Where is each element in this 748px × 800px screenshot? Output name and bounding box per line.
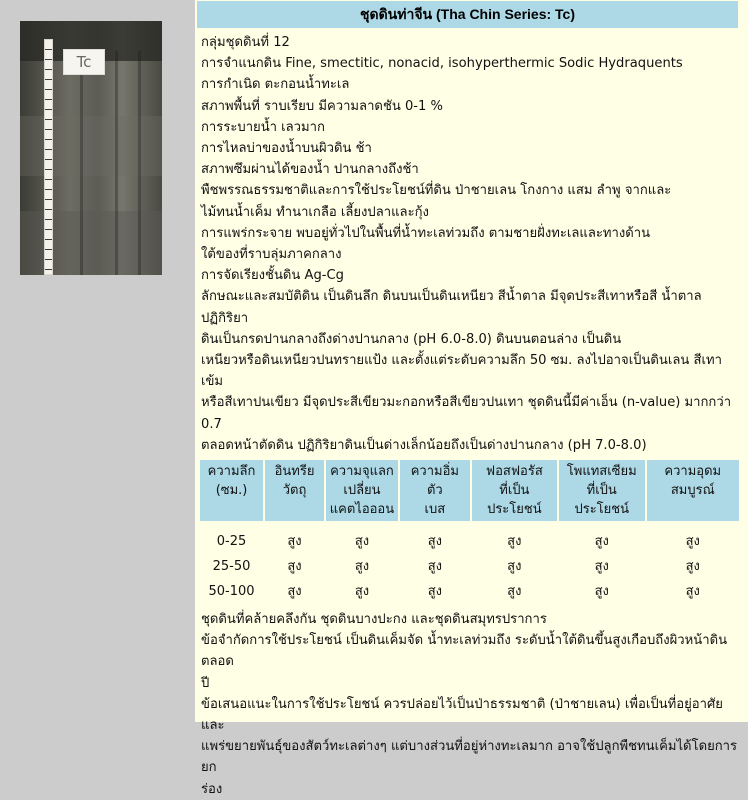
- drainage: การระบายน้ำ เลวมาก: [201, 119, 325, 135]
- cell-base-saturation: สูง: [427, 584, 442, 600]
- use-limitation-cont: ปี: [201, 675, 210, 691]
- recommendation: ข้อเสนอแนะในการใช้ประโยชน์ ควรปล่อยไว้เป็นป่าธรรมชาติ (ป่าชายเลน) เพื่อเป็นที่อยู่อาศัยและ: [201, 696, 723, 734]
- cell-base-saturation: สูง: [427, 534, 442, 550]
- cell-depth: 0-25: [216, 534, 247, 550]
- table-row: [200, 530, 739, 553]
- cell-potassium: สูง: [594, 559, 609, 575]
- soil-description: [201, 32, 741, 800]
- soil-profile-photo: [20, 21, 162, 275]
- soil-properties-5: ตลอดหน้าตัดดิน ปฏิกิริยาดินเป็นด่างเล็กน้อยถึงเป็นด่างปานกลาง (pH 7.0-8.0): [201, 437, 647, 453]
- soil-properties-3: เหนียวหรือดินเหนียวปนทรายแป้ง และตั้งแต่ระดับความลึก 50 ซม. ลงไปอาจเป็นดินเลน สีเทาเข้ม: [201, 353, 722, 390]
- cell-fertility: สูง: [685, 534, 700, 550]
- cell-organic-matter: สูง: [287, 534, 302, 550]
- cell-base-saturation: สูง: [427, 559, 442, 575]
- cell-cec: สูง: [354, 584, 370, 600]
- permeability: สภาพซึมผ่านได้ของน้ำ ปานกลางถึงช้า: [201, 162, 419, 178]
- page-title: ชุดดินท่าจีน (Tha Chin Series: Tc): [197, 1, 738, 28]
- surface-runoff: การไหลบ่าของน้ำบนผิวดิน ช้า: [201, 141, 372, 157]
- cell-organic-matter: สูง: [287, 584, 302, 600]
- table-row: [200, 555, 739, 578]
- parent-material: การกำเนิด ตะกอนน้ำทะเล: [201, 77, 350, 93]
- table-header-row: [200, 460, 739, 521]
- cell-cec: สูง: [354, 534, 370, 550]
- distribution-cont: ใต้ของที่ราบลุ่มภาคกลาง: [201, 247, 342, 263]
- cell-organic-matter: สูง: [287, 559, 302, 575]
- cell-phosphorus: สูง: [507, 559, 522, 575]
- header-potassium: โพแทสเซียม ที่เป็นประโยชน์: [559, 460, 645, 521]
- recommendation-end: ร่อง: [201, 781, 223, 797]
- header-organic-matter: อินทรีย วัตถุ: [265, 460, 324, 521]
- cell-depth: 25-50: [212, 559, 251, 575]
- header-base-saturation: ความอิ่มตัว เบส: [400, 460, 470, 521]
- soil-properties-2: ดินเป็นกรดปานกลางถึงด่างปานกลาง (pH 6.0-8.0) ดินบนตอนล่าง เป็นดิน: [201, 331, 622, 347]
- cell-cec: สูง: [354, 559, 370, 575]
- horizon-sequence: การจัดเรียงชั้นดิน Ag-Cg: [201, 268, 344, 284]
- distribution: การแพร่กระจาย พบอยู่ทั่วไปในพื้นที่น้ำทะเลท่วมถึง ตามชายฝั่งทะเลและทางด้าน: [201, 225, 651, 241]
- soil-properties: ลักษณะและสมบัติดิน เป็นดินลึก ดินบนเป็นดินเหนียว สีน้ำตาล มีจุดประสีเทาหรือสี น้ำตาล ปฏิกิริยา: [201, 289, 702, 326]
- header-fertility: ความอุดม สมบูรณ์: [647, 460, 739, 521]
- photo-label: Tc: [63, 49, 105, 75]
- measuring-tape: [44, 39, 53, 275]
- cell-potassium: สูง: [594, 584, 609, 600]
- cell-potassium: สูง: [594, 534, 609, 550]
- fertility-table: [198, 458, 741, 605]
- cell-fertility: สูง: [685, 559, 700, 575]
- soil-classification: การจำแนกดิน Fine, smectitic, nonacid, isohyperthermic Sodic Hydraquents: [201, 56, 683, 72]
- left-column: [0, 0, 183, 722]
- cell-phosphorus: สูง: [507, 584, 522, 600]
- soil-properties-4: หรือสีเทาปนเขียว มีจุดประสีเขียวมะกอกหรือสีเขียวปนเทา ชุดดินนี้มีค่าเอ็น (n-value) มากกว่า 0.7: [201, 395, 732, 432]
- topography: สภาพพื้นที่ ราบเรียบ มีความลาดชัน 0-1 %: [201, 98, 443, 114]
- header-phosphorus: ฟอสฟอรัส ที่เป็นประโยชน์: [472, 460, 557, 521]
- table-row: [200, 580, 739, 603]
- soil-group: กลุ่มชุดดินที่ 12: [201, 35, 290, 50]
- cell-phosphorus: สูง: [507, 534, 522, 550]
- cell-depth: 50-100: [208, 584, 255, 600]
- recommendation-cont: แพร่ขยายพันธุ์ของสัตว์ทะเลต่างๆ แต่บางส่วนที่อยู่ห่างทะเลมาก อาจใช้ปลูกพืชทนเค็มได้โดยการยก: [201, 739, 738, 776]
- cell-fertility: สูง: [685, 584, 700, 600]
- vegetation-landuse: พืชพรรณธรรมชาติและการใช้ประโยชน์ที่ดิน ป่าชายเลน โกงกาง แสม ลำพู จากและ: [201, 183, 672, 199]
- header-cec: ความจุแลก เปลี่ยน แคตไอออน: [326, 460, 398, 521]
- use-limitation: ข้อจำกัดการใช้ประโยชน์ เป็นดินเค็มจัด น้ำทะเลท่วมถึง ระดับน้ำใต้ดินขึ้นสูงเกือบถึงผิวหน้าดินตลอด: [201, 633, 728, 670]
- main-panel: [195, 0, 748, 797]
- vegetation-landuse-cont: ไม้ทนน้ำเค็ม ทำนาเกลือ เลี้ยงปลาและกุ้ง: [201, 204, 429, 220]
- similar-series: ชุดดินที่คล้ายคลึงกัน ชุดดินบางปะกง และชุดดินสมุทรปราการ: [201, 612, 547, 628]
- header-depth: ความลึก (ซม.): [200, 460, 263, 521]
